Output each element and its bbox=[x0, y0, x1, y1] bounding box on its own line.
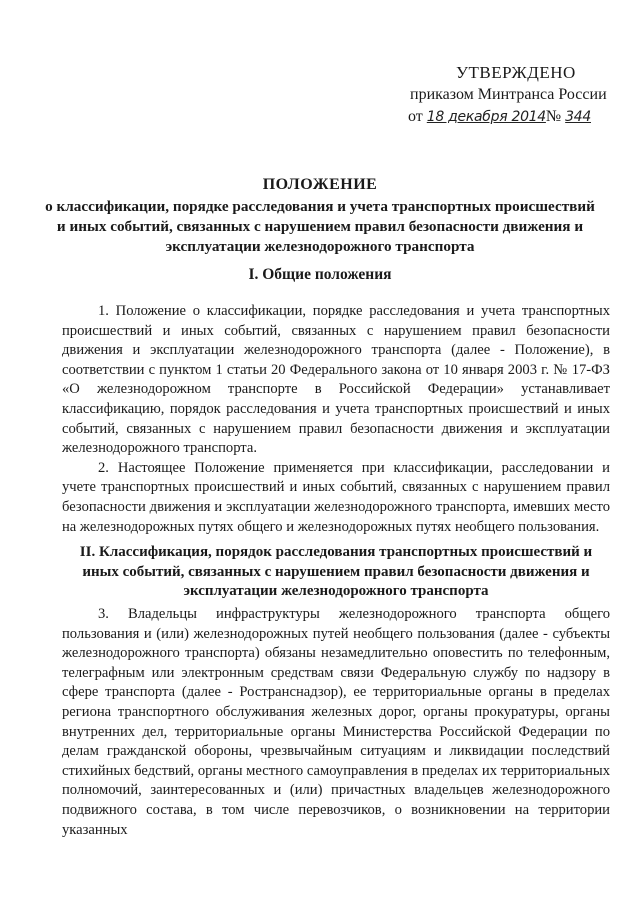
document-title: ПОЛОЖЕНИЕ bbox=[262, 176, 378, 193]
approval-prefix: от bbox=[408, 108, 423, 125]
paragraph-3: 3. Владельцы инфраструктуры железнодорожного транспорта общего пользования и (или) железнодорожных путей необщего пользования (далее - субъекты железнодорожного транспорта) обязаны незамедлительно оповестить по телефонным, телеграфным или электронным средствам связи Федеральную службу по надзору в сфере транспорта (далее - Ространснадзор), ее территориальные органы в пределах региона транспортного обслуживания железных дорог, органы прокуратуры, органы внутренних дел, территориальные органы Министерства Российской Федерации по делам гражданской обороны, чрезвычайным ситуациям и ликвидации последствий стихийных бедствий, органы местного самоуправления в пределах их территориальных полномочий, заинтересованных и (или) причастных владельцев железнодорожного подвижного состава, в том числе перевозчиков, о возникновении на территории указанных bbox=[62, 606, 610, 838]
section-1-heading: I. Общие положения bbox=[248, 266, 392, 283]
paragraph-1: 1. Положение о классификации, порядке расследования и учета транспортных происшествий и иных событий, связанных с нарушением правил безопасности движения и эксплуатации железнодорожного транспорта (далее - Положение), в соответствии с пунктом 1 статьи 20 Федерального закона от 10 января 2003 г. № 17-ФЗ «О железнодорожном транспорте в Российской Федерации» устанавливает классификацию, порядок расследования и учета транспортных происшествий и иных событий, связанных с нарушением правил безопасности движения и эксплуатации железнодорожного транспорта. bbox=[62, 303, 610, 457]
approval-order: приказом Минтранса России bbox=[410, 86, 607, 103]
paragraph-2: 2. Настоящее Положение применяется при классификации, расследовании и учете транспортных происшествий и иных событий, связанных с нарушением правил безопасности движения и эксплуатации железнодорожного транспорта, имевших место на железнодорожных путях общего и железнодорожных путях необщего пользования. bbox=[62, 459, 610, 535]
approval-number-label: № bbox=[545, 108, 562, 125]
document-subtitle: о классификации, порядке расследования и учета транспортных происшествий и иных событий, связанных с нарушением правил безопасности движения и эксплуатации железнодорожного транспорта bbox=[45, 198, 595, 255]
approval-date: 18 декабря 2014 bbox=[426, 109, 546, 125]
approval-number: 344 bbox=[565, 109, 591, 125]
section-1-body bbox=[62, 302, 610, 537]
section-2-body bbox=[62, 605, 610, 840]
approval-title: УТВЕРЖДЕНО bbox=[456, 63, 576, 82]
approval-date-line bbox=[400, 106, 630, 128]
section-2-heading: II. Классификация, порядок расследования транспортных происшествий и иных событий, связанных с нарушением правил безопасности движения и эксплуатации железнодорожного транспорта bbox=[79, 544, 593, 599]
approval-stamp bbox=[400, 62, 630, 128]
